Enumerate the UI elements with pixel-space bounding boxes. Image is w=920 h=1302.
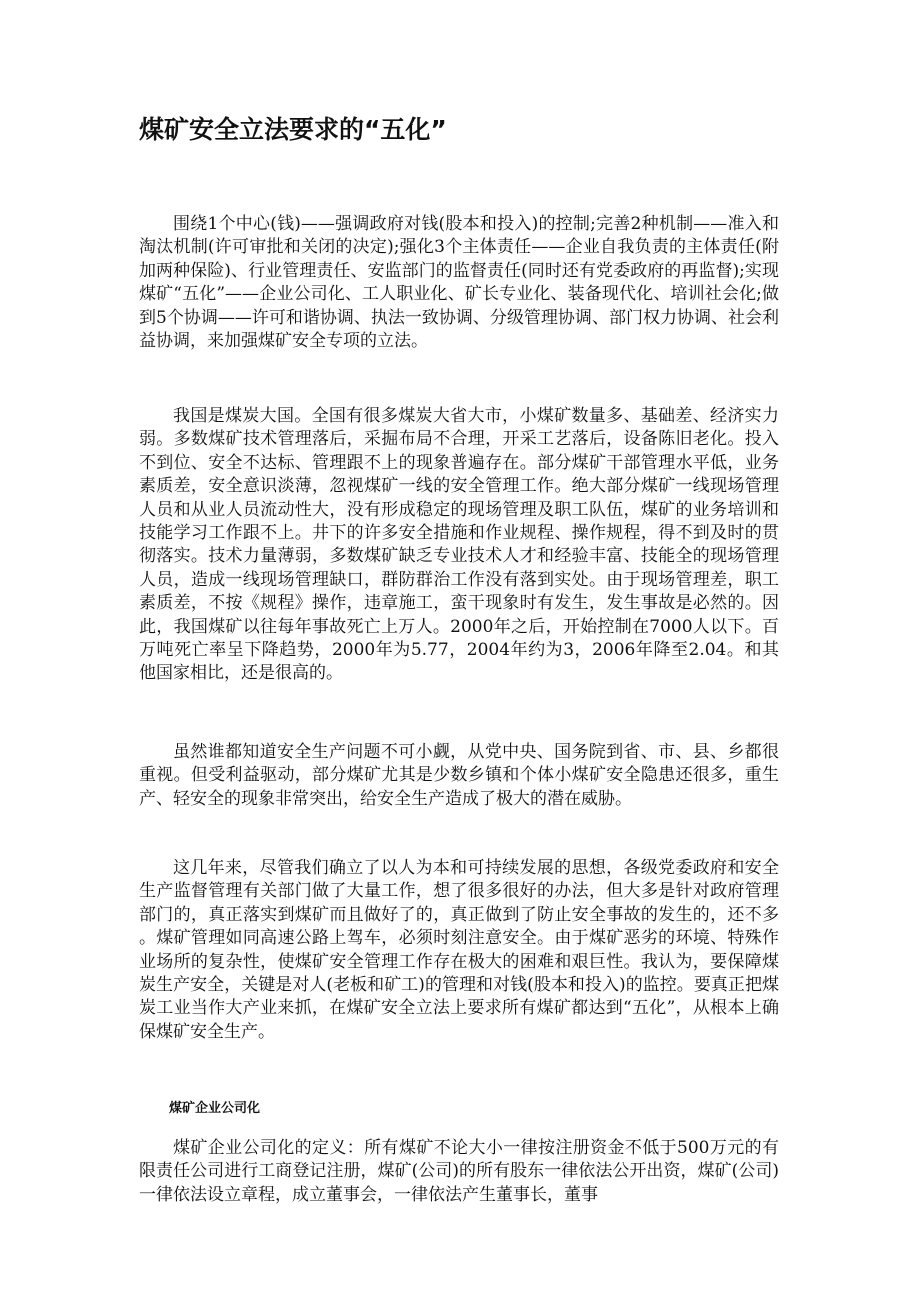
paragraph-coal-industry-status: 我国是煤炭大国。全国有很多煤炭大省大市，小煤矿数量多、基础差、经济实力弱。多数煤矿技术管理落后，采掘布局不合理，开采工艺落后，设备陈旧老化。投入不到位、安全不达标、管理跟不上的现象普遍存在。部分煤矿干部管理水平低，业务素质差，安全意识淡薄，忽视煤矿一线的安全管理工作。绝大部分煤矿一线现场管理人员和从业人员流动性大，没有形成稳定的现场管理及职工队伍，煤矿的业务培训和技能学习工作跟不上。井下的许多安全措施和作业规程、操作规程，得不到及时的贯彻落实。技术力量薄弱，多数煤矿缺乏专业技术人才和经验丰富、技能全的现场管理人员，造成一线现场管理缺口，群防群治工作没有落到实处。由于现场管理差，职工素质差，不按《规程》操作，违章施工，蛮干现象时有发生，发生事故是必然的。因此，我国煤矿以往每年事故死亡上万人。2000年之后，开始控制在7000人以下。百万吨死亡率呈下降趋势，2000年为5.77，2004年约为3，2006年降至2.04。和其他国家相比，还是很高的。 — [139, 406, 779, 684]
document-title: 煤矿安全立法要求的“五化” — [139, 115, 447, 144]
paragraph-five-measures: 围绕1个中心(钱)——强调政府对钱(股本和投入)的控制;完善2种机制——准入和淘汰机制(许可审批和关闭的决定);强化3个主体责任——企业自我负责的主体责任(附加两种保险)、行业管理责任、安监部门的监督责任(同时还有党委政府的再监督);实现煤矿“五化”——企业公司化、工人职业化、矿长专业化、装备现代化、培训社会化;做到5个协调——许可和谐协调、执法一致协调、分级管理协调、部门权力协调、社会利益协调，来加强煤矿安全专项的立法。 — [139, 214, 779, 352]
paragraph-safety-hazards: 虽然谁都知道安全生产问题不可小觑，从党中央、国务院到省、市、县、乡都很重视。但受利益驱动，部分煤矿尤其是少数乡镇和个体小煤矿安全隐患还很多，重生产、轻安全的现象非常突出，给安全生产造成了极大的潜在威胁。 — [139, 742, 779, 809]
paragraph-corporatization-definition: 煤矿企业公司化的定义：所有煤矿不论大小一律按注册资金不低于500万元的有限责任公司进行工商登记注册，煤矿(公司)的所有股东一律依法公开出资，煤矿(公司)一律依法设立章程，成立董事会，一律依法产生董事长，董事 — [139, 1138, 779, 1205]
section-heading-corporatization: 煤矿企业公司化 — [169, 1101, 261, 1116]
paragraph-management-requirements: 这几年来，尽管我们确立了以人为本和可持续发展的思想，各级党委政府和安全生产监督管理有关部门做了大量工作，想了很多很好的办法，但大多是针对政府管理部门的，真正落实到煤矿而且做好了的，真正做到了防止安全事故的发生的，还不多。煤矿管理如同高速公路上驾车，必须时刻注意安全。由于煤矿恶劣的环境、特殊作业场所的复杂性，使煤矿安全管理工作存在极大的困难和艰巨性。我认为，要保障煤炭生产安全，关键是对人(老板和矿工)的管理和对钱(股本和投入)的监控。要真正把煤炭工业当作大产业来抓，在煤矿安全立法上要求所有煤矿都达到“五化”，从根本上确保煤矿安全生产。 — [139, 858, 779, 1042]
